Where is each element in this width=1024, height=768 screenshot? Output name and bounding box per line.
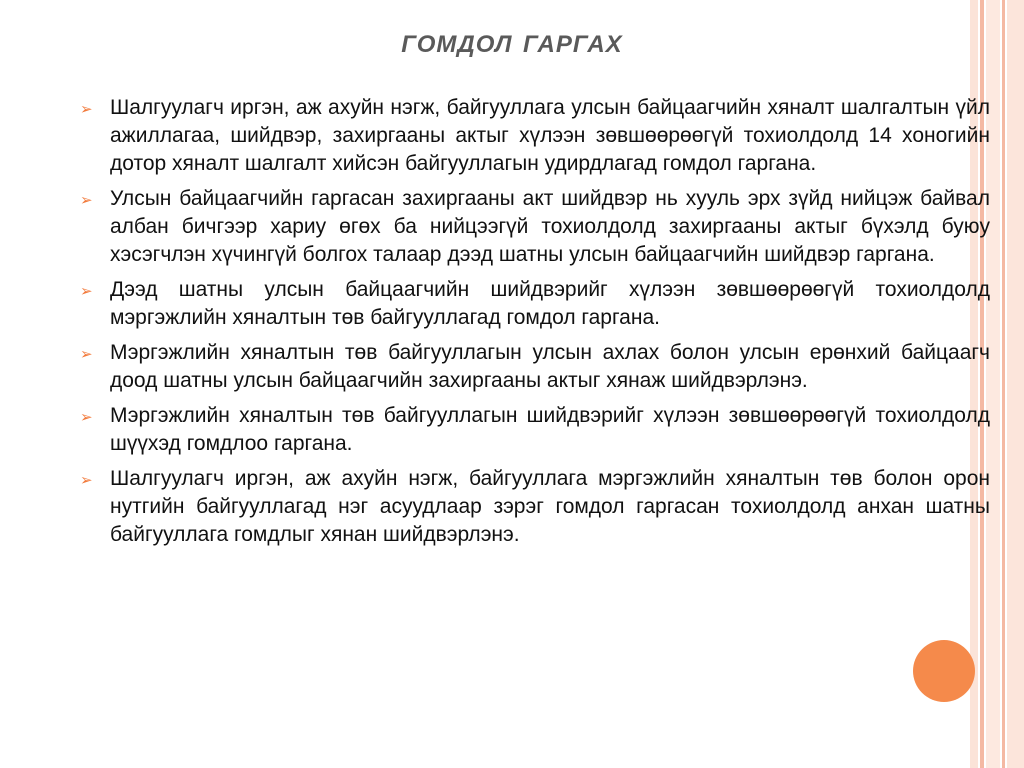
arrow-bullet-icon: ➢: [80, 191, 93, 209]
arrow-bullet-icon: ➢: [80, 282, 93, 300]
list-item-text: Шалгуулагч иргэн, аж ахуйн нэгж, байгууллага улсын байцаагчийн хяналт шалгалтын үйл ажиллагаа, шийдвэр, захиргааны актыг хүлээн зөвшөөрөөгүй тохиолдолд 14 хоногийн дотор хяналт шалгалт хийсэн байгууллагын удирдлагад гомдол гаргана.: [110, 96, 990, 175]
arrow-bullet-icon: ➢: [80, 471, 93, 489]
list-item-text: Шалгуулагч иргэн, аж ахуйн нэгж, байгууллага мэргэжлийн хяналтын төв болон орон нутгийн байгууллагад нэг асуудлаар зэрэг гомдол гаргасан тохиолдолд анхан шатны байгууллага гомдлыг хянан шийдвэрлэнэ.: [110, 467, 990, 546]
list-item: [80, 465, 990, 549]
list-item: [80, 94, 990, 178]
slide-title-text: гомдол гаргах: [401, 22, 623, 60]
decorative-stripe: [1002, 0, 1005, 768]
list-item-text: Дээд шатны улсын байцаагчийн шийдвэрийг хүлээн зөвшөөрөөгүй тохиолдолд мэргэжлийн хяналтын төв байгууллагад гомдол гаргана.: [110, 278, 990, 329]
list-item: [80, 402, 990, 458]
list-item-text: Мэргэжлийн хяналтын төв байгууллагын улсын ахлах болон улсын ерөнхий байцаагч доод шатны улсын байцаагчийн захиргааны актыг хянаж шийдвэрлэнэ.: [110, 341, 990, 392]
list-item-text: Улсын байцаагчийн гаргасан захиргааны акт шийдвэр нь хууль эрх зүйд нийцэж байвал албан бичгээр хариу өгөх ба нийцээгүй тохиолдолд захиргааны актыг бүхэлд буюу хэсэгчлэн хүчингүй болгох талаар дээд шатны улсын байцаагчийн шийдвэр гаргана.: [110, 187, 990, 266]
list-item: [80, 276, 990, 332]
list-item: [80, 339, 990, 395]
slide-title: [0, 22, 1024, 61]
decorative-circle: [913, 640, 975, 702]
arrow-bullet-icon: ➢: [80, 100, 93, 118]
arrow-bullet-icon: ➢: [80, 408, 93, 426]
bullet-list: [80, 94, 990, 556]
arrow-bullet-icon: ➢: [80, 345, 93, 363]
list-item-text: Мэргэжлийн хяналтын төв байгууллагын шийдвэрийг хүлээн зөвшөөрөөгүй тохиолдолд шүүхэд гомдлоо гаргана.: [110, 404, 990, 455]
list-item: [80, 185, 990, 269]
decorative-stripe: [1007, 0, 1024, 768]
